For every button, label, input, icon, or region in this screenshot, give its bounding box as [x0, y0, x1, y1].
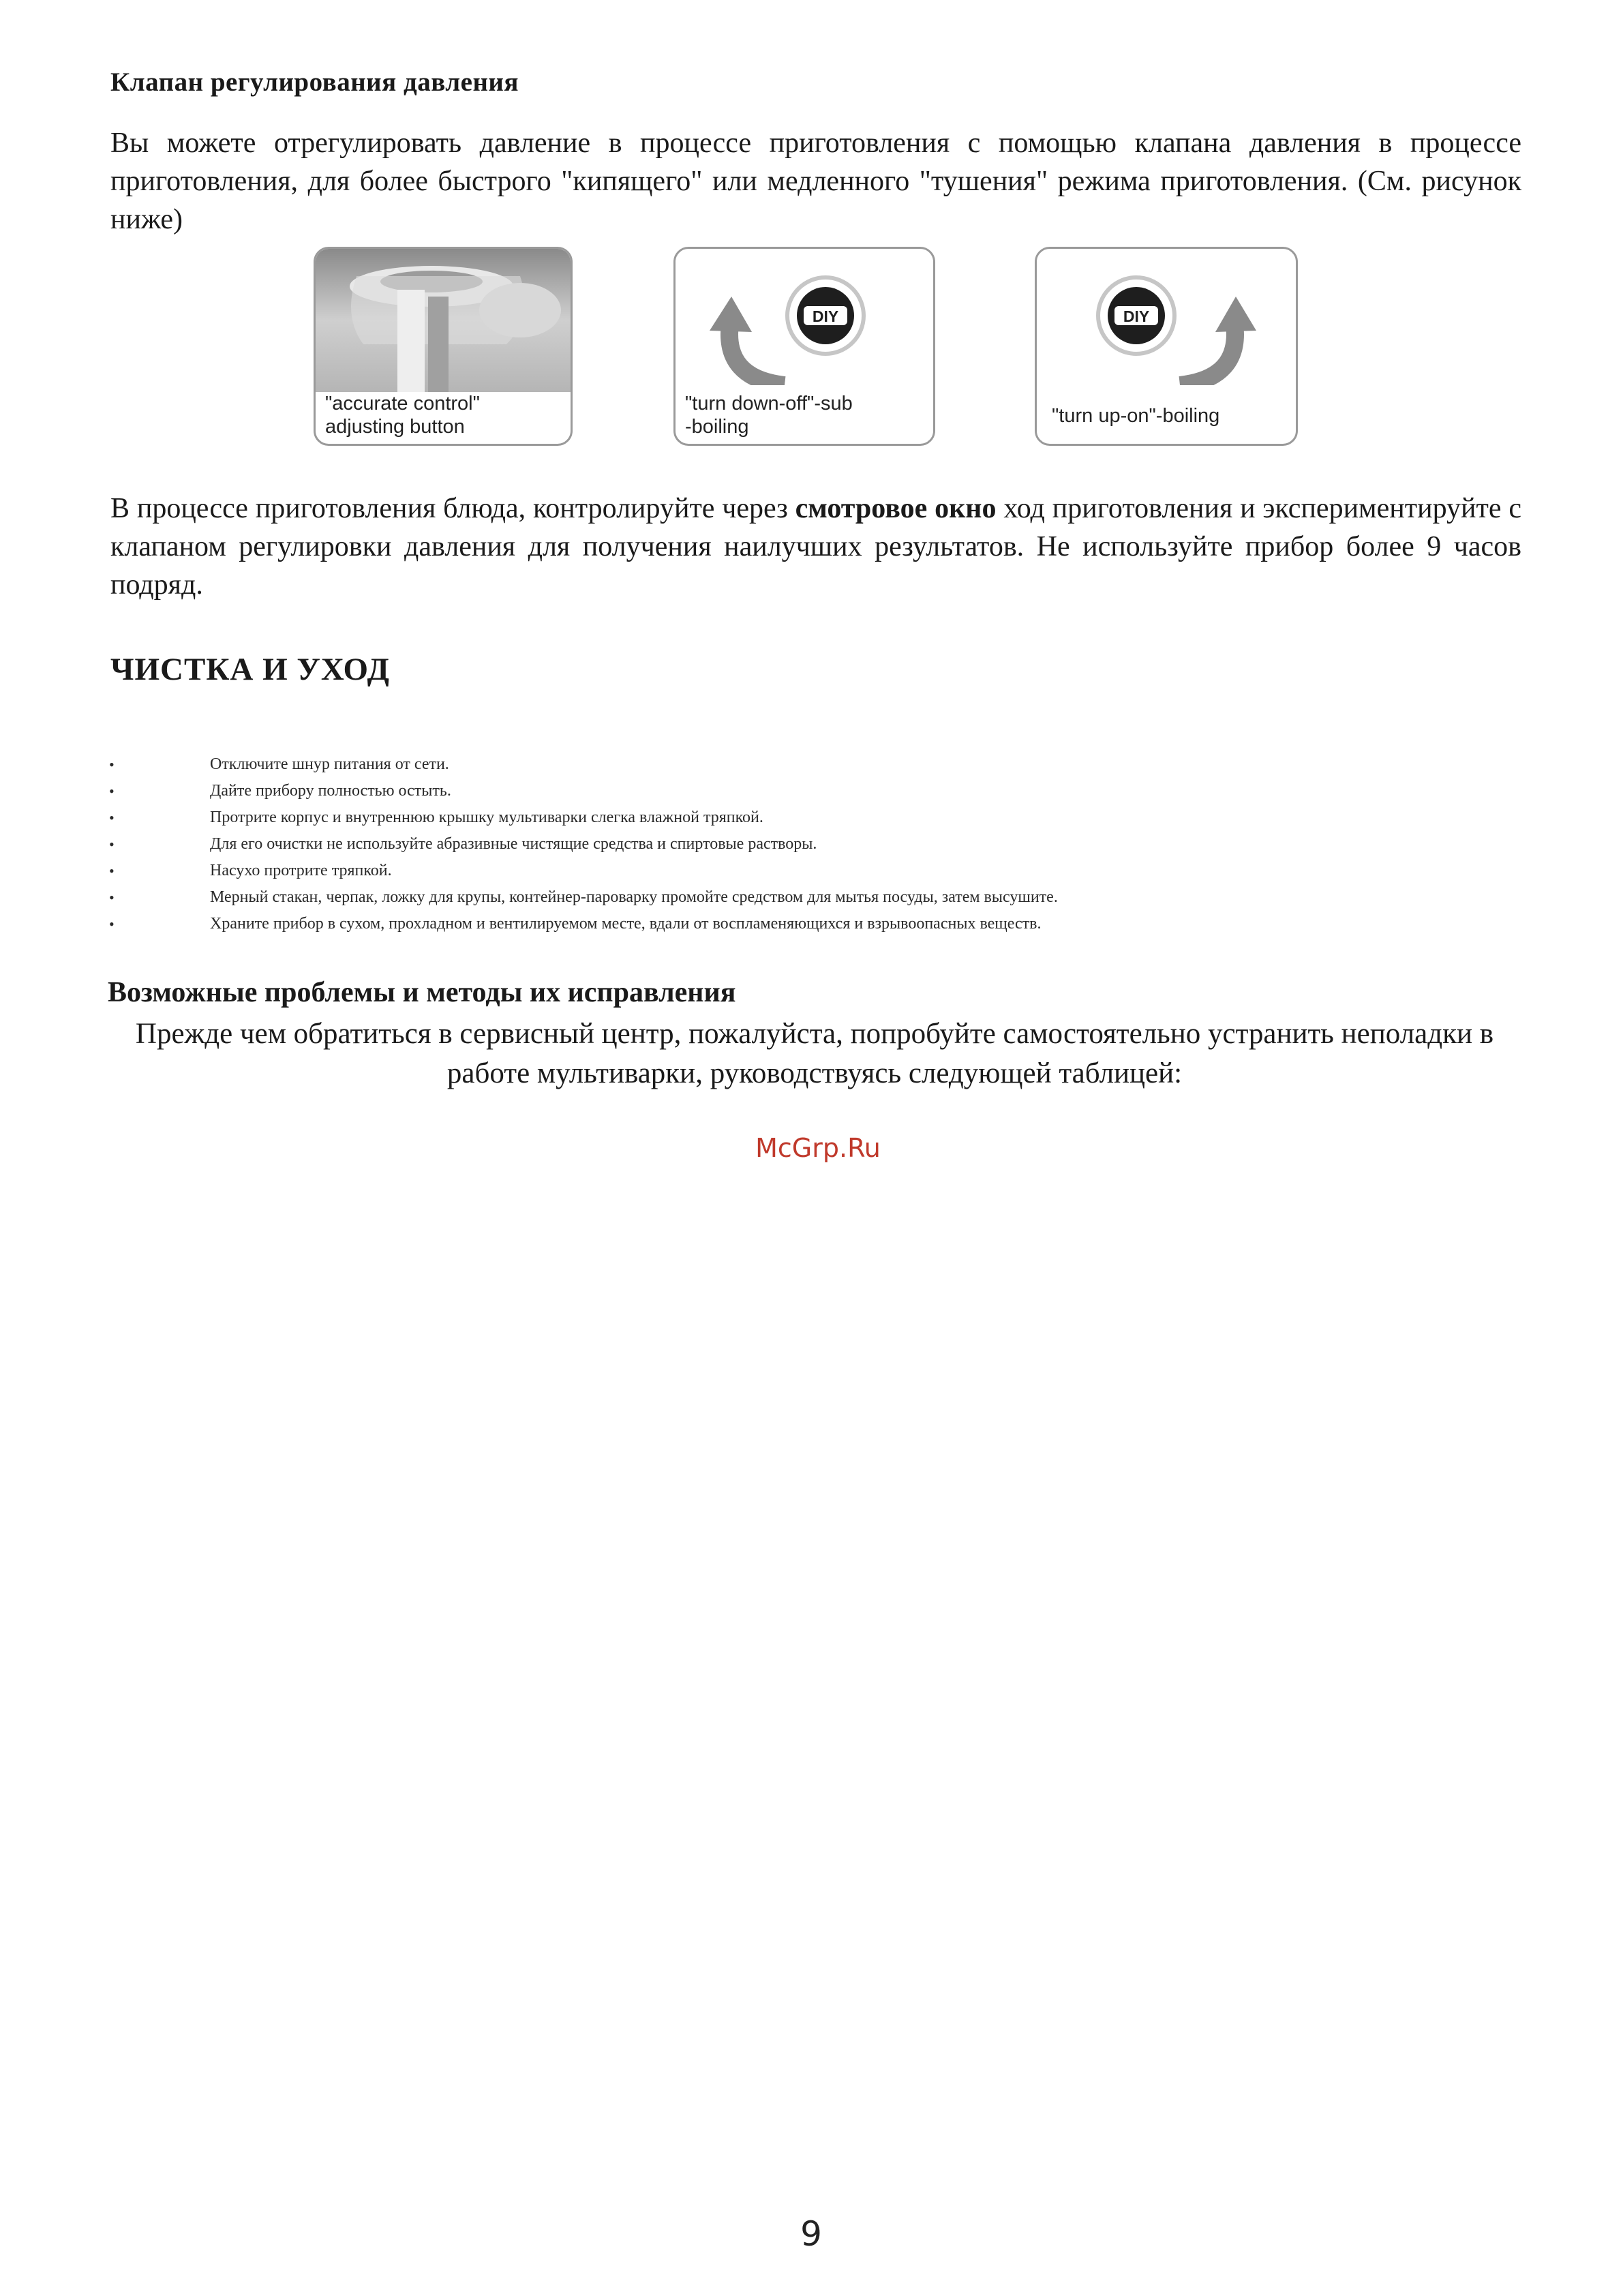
valve-photo	[316, 249, 573, 392]
arrow-up-right-icon	[1180, 324, 1235, 385]
dial-label: DIY	[812, 307, 839, 325]
figure2-caption-line2: -boiling	[685, 416, 749, 438]
diy-dial-up	[1037, 249, 1296, 385]
arrow-up-left-icon	[729, 324, 785, 385]
figure3-caption	[1052, 404, 1219, 427]
watermark: McGrp.Ru	[755, 1133, 881, 1163]
figure1-caption-line1: "accurate control"	[325, 393, 480, 414]
figure3-caption-line1: "turn up-on"-boiling	[1052, 405, 1220, 427]
figure-accurate-control	[314, 247, 573, 446]
monitoring-text-before: В процессе приготовления блюда, контролируйте через	[110, 493, 795, 524]
section-title-pressure-valve: Клапан регулирования давления	[110, 67, 519, 97]
bullet-icon: •	[109, 889, 115, 906]
bullet-icon: •	[109, 916, 115, 933]
page-number: 9	[800, 2214, 822, 2254]
list-item: • Отключите шнур питания от сети.	[109, 751, 1472, 778]
bullet-icon: •	[109, 783, 115, 800]
figure2-caption	[685, 392, 853, 438]
section-title-cleaning: ЧИСТКА И УХОД	[110, 652, 391, 687]
diy-dial-down	[676, 249, 935, 385]
list-item: • Дайте прибору полностью остыть.	[109, 778, 1472, 804]
viewing-window-term: смотровое окно	[795, 493, 997, 524]
list-item: • Храните прибор в сухом, прохладном и вентилируемом месте, вдали от воспламеняющихся и взрывоопасных веществ.	[109, 911, 1472, 937]
monitoring-text-after: ход приготовления и экспериментируйте с клапаном регулировки давления для получения наилучших результатов. Не используйте прибор более 9 часов подряд.	[110, 493, 1521, 601]
bullet-icon: •	[109, 862, 115, 879]
dial-label: DIY	[1123, 307, 1150, 325]
figure1-caption	[325, 392, 480, 438]
figure-turn-down	[673, 247, 935, 446]
monitoring-paragraph	[110, 489, 1521, 604]
bullet-icon: •	[109, 756, 115, 773]
pressure-valve-intro: Вы можете отрегулировать давление в процессе приготовления с помощью клапана давления в процессе приготовления, для более быстрого "кипящего" или медленного "тушения" режима приготовления. (См. рисунок ниже)	[110, 127, 1521, 235]
list-item: • Насухо протрите тряпкой.	[109, 858, 1472, 884]
bullet-icon: •	[109, 809, 115, 826]
troubleshooting-intro: Прежде чем обратиться в сервисный центр, пожалуйста, попробуйте самостоятельно устранить неполадки в работе мультиварки, руководствуясь следующей таблицей:	[135, 1018, 1494, 1089]
list-item: • Протрите корпус и внутреннюю крышку мультиварки слегка влажной тряпкой.	[109, 804, 1472, 831]
section-title-troubleshooting: Возможные проблемы и методы их исправления	[108, 977, 736, 1008]
figure1-caption-line2: adjusting button	[325, 416, 465, 438]
figure-turn-up	[1035, 247, 1298, 446]
cleaning-list	[109, 751, 1472, 937]
list-item: • Для его очистки не используйте абразивные чистящие средства и спиртовые растворы.	[109, 831, 1472, 858]
list-item: • Мерный стакан, черпак, ложку для крупы, контейнер-пароварку промойте средством для мытья посуды, затем высушите.	[109, 884, 1472, 911]
figure2-caption-line1: "turn down-off"-sub	[685, 393, 853, 414]
bullet-icon: •	[109, 836, 115, 853]
